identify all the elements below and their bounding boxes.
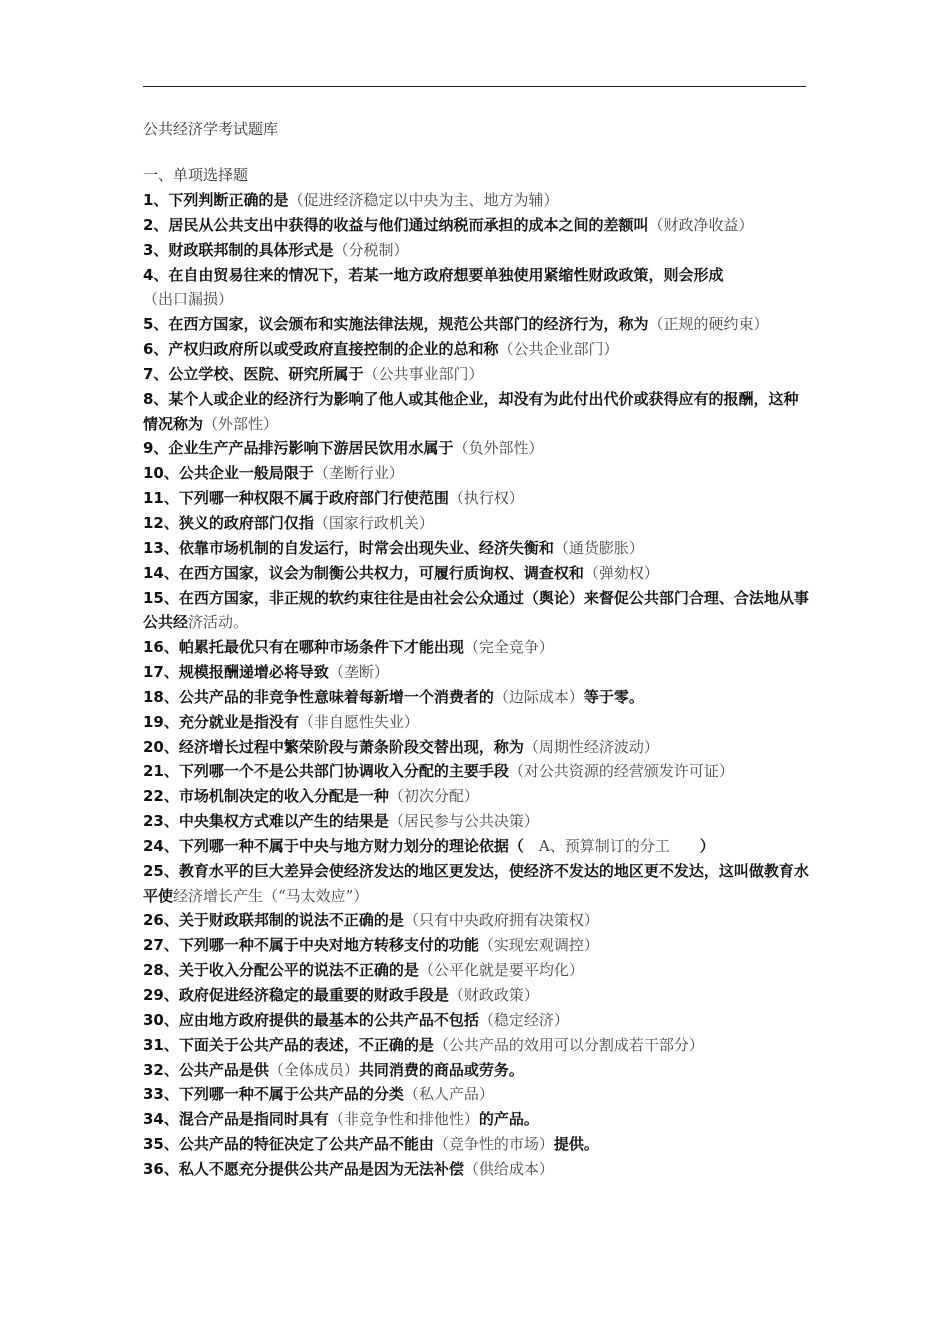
question-answer: （垄断行业）: [313, 464, 404, 483]
question-item: [143, 834, 811, 859]
question-item: [143, 1082, 811, 1107]
question-answer: （稳定经济）: [478, 1010, 569, 1029]
question-text: 24、下列哪一种不属于中央与地方财力划分的理论依据（: [143, 836, 524, 855]
question-text: 20、经济增长过程中繁荣阶段与萧条阶段交替出现，称为: [143, 737, 524, 756]
question-text: 9、企业生产产品排污影响下游居民饮用水属于: [143, 439, 454, 458]
question-item: [143, 1157, 811, 1182]
question-item: [143, 238, 811, 263]
question-item: [143, 436, 811, 461]
question-item: [143, 586, 811, 636]
question-answer: （全体成员）: [268, 1060, 359, 1079]
question-answer: （外部性）: [203, 414, 279, 433]
question-answer: （边际成本）: [493, 687, 584, 706]
question-text: 31、下面关于公共产品的表述，不正确的是: [143, 1035, 434, 1054]
question-answer: （垄断）: [328, 663, 389, 682]
question-text: 27、下列哪一种不属于中央对地方转移支付的功能: [143, 936, 479, 955]
question-item: [143, 1008, 811, 1033]
question-answer: （公共产品的效用可以分割成若干部分）: [433, 1035, 704, 1054]
question-item: [143, 958, 811, 983]
question-text: 8、某个人或企业的经济行为影响了他人或其他企业，却没有为此付出代价或获得应有的报酬，这种情况称为: [143, 389, 799, 433]
question-answer: （供给成本）: [463, 1159, 554, 1178]
question-item: [143, 859, 811, 909]
question-answer: （初次分配）: [388, 787, 479, 806]
question-item: [143, 511, 811, 536]
question-text: 29、政府促进经济稳定的最重要的财政手段是: [143, 986, 449, 1004]
question-text: 3、财政联邦制的具体形式是: [143, 240, 334, 259]
document-title: 公共经济学考试题库: [143, 120, 279, 138]
section-heading: 一、单项选择题: [143, 166, 249, 184]
question-item: [143, 486, 811, 511]
question-answer: （只有中央政府拥有决策权）: [403, 911, 599, 930]
question-answer: （私人产品）: [403, 1085, 494, 1104]
question-answer: （促进经济稳定以中央为主、地方为辅）: [288, 191, 559, 209]
question-item: [143, 1058, 811, 1083]
question-answer: （出口漏损）: [143, 290, 234, 309]
question-text: 2、居民从公共支出中获得的收益与他们通过纳税而承担的成本之间的差额叫: [143, 215, 649, 234]
question-text: 13、依靠市场机制的自发运行，时常会出现失业、经济失衡和: [143, 538, 554, 557]
question-item: [143, 337, 811, 362]
question-answer: （公共事业部门）: [363, 364, 484, 383]
question-answer: （财政净收益）: [648, 215, 754, 234]
question-text-after: 等于零。: [583, 687, 644, 706]
question-answer: （非竞争性和排他性）: [328, 1110, 479, 1129]
question-item: [143, 660, 811, 685]
question-item: [143, 536, 811, 561]
question-text: 16、帕累托最优只有在哪种市场条件下才能出现: [143, 638, 464, 657]
question-text: 10、公共企业一般局限于: [143, 464, 314, 483]
question-answer: （竞争性的市场）: [433, 1135, 554, 1154]
question-item: [143, 1033, 811, 1058]
question-text: 32、公共产品是供: [143, 1060, 269, 1079]
question-item: [143, 1107, 811, 1132]
question-answer: （通货膨胀）: [553, 538, 644, 557]
question-text: 25、教育水平的巨大差异会使经济发达的地区更发达，使经济不发达的地区更不发达，这叫做教育水平使: [143, 861, 809, 905]
question-text: 7、公立学校、医院、研究所属于: [143, 364, 364, 383]
question-text: 12、狭义的政府部门仅指: [143, 513, 314, 532]
question-item: [143, 362, 811, 387]
question-text: 18、公共产品的非竞争性意味着每新增一个消费者的: [143, 687, 494, 706]
question-answer: （周期性经济波动）: [523, 737, 659, 756]
question-item: [143, 685, 811, 710]
question-item: [143, 908, 811, 933]
question-text: 28、关于收入分配公平的说法不正确的是: [143, 961, 419, 980]
question-text: 35、公共产品的特征决定了公共产品不能由: [143, 1135, 434, 1154]
question-answer: （公平化就是要平均化）: [418, 961, 584, 980]
question-text: 36、私人不愿充分提供公共产品是因为无法补偿: [143, 1159, 464, 1178]
question-text: 33、下列哪一种不属于公共产品的分类: [143, 1085, 404, 1104]
question-answer: （公共企业部门）: [498, 340, 619, 359]
question-text-after: 提供。: [553, 1135, 599, 1154]
question-text: 19、充分就业是指没有: [143, 712, 299, 731]
question-item: [143, 188, 811, 213]
question-answer: （负外部性）: [453, 439, 544, 458]
question-item: [143, 461, 811, 486]
question-answer: （正规的硬约束）: [648, 315, 769, 334]
question-answer: （分税制）: [333, 240, 409, 259]
question-text-after: ）: [699, 836, 715, 855]
question-item: [143, 784, 811, 809]
question-text-after: 共同消费的商品或劳务。: [358, 1060, 524, 1079]
question-item: [143, 263, 811, 313]
question-text: 4、在自由贸易往来的情况下，若某一地方政府想要单独使用紧缩性财政政策，则会形成: [143, 265, 724, 284]
question-text-after: 的产品。: [478, 1110, 539, 1129]
question-answer: （执行权）: [448, 489, 524, 508]
question-item: [143, 213, 811, 238]
question-item: [143, 1132, 811, 1157]
question-text: 5、在西方国家，议会颁布和实施法律法规，规范公共部门的经济行为，称为: [143, 315, 649, 334]
question-answer: （实现宏观调控）: [478, 936, 599, 955]
question-item: [143, 710, 811, 735]
question-answer: （弹劾权）: [583, 563, 659, 582]
question-text: 34、混合产品是指同时具有: [143, 1110, 329, 1129]
question-text: 23、中央集权方式难以产生的结果是: [143, 812, 389, 831]
question-answer: 经济增长产生（“马太效应”）: [173, 886, 369, 905]
question-item: [143, 759, 811, 784]
question-text: 17、规模报酬递增必将导致: [143, 663, 329, 682]
question-item: [143, 312, 811, 337]
question-item: [143, 983, 811, 1008]
question-text: 30、应由地方政府提供的最基本的公共产品不包括: [143, 1010, 479, 1029]
question-text: 15、在西方国家，非正规的软约束往往是由社会公众通过（舆论）来督促公共部门合理、合法地从事公共经: [143, 588, 809, 632]
question-answer: （居民参与公共决策）: [388, 812, 539, 831]
question-answer: （完全竞争）: [463, 638, 554, 657]
question-item: [143, 735, 811, 760]
question-answer: 济活动。: [188, 613, 249, 632]
question-answer: （非自愿性失业）: [298, 712, 419, 731]
question-item: [143, 561, 811, 586]
question-answer: （对公共资源的经营颁发许可证）: [508, 762, 734, 781]
question-list: [143, 188, 811, 1182]
question-text: 6、产权归政府所以或受政府直接控制的企业的总和称: [143, 340, 499, 359]
question-item: [143, 635, 811, 660]
header-rule: [143, 86, 806, 87]
question-item: [143, 809, 811, 834]
question-text: 22、市场机制决定的收入分配是一种: [143, 787, 389, 806]
question-text: 14、在西方国家，议会为制衡公共权力，可履行质询权、调查权和: [143, 563, 584, 582]
question-text: 26、关于财政联邦制的说法不正确的是: [143, 911, 404, 930]
question-answer: A、预算制订的分工: [523, 836, 700, 855]
question-item: [143, 933, 811, 958]
question-answer: （国家行政机关）: [313, 513, 434, 532]
question-answer: （财政政策）: [448, 986, 539, 1004]
question-text: 11、下列哪一种权限不属于政府部门行使范围: [143, 489, 449, 508]
question-text: 21、下列哪一个不是公共部门协调收入分配的主要手段: [143, 762, 509, 781]
question-item: [143, 387, 811, 437]
question-text: 1、下列判断正确的是: [143, 191, 289, 209]
